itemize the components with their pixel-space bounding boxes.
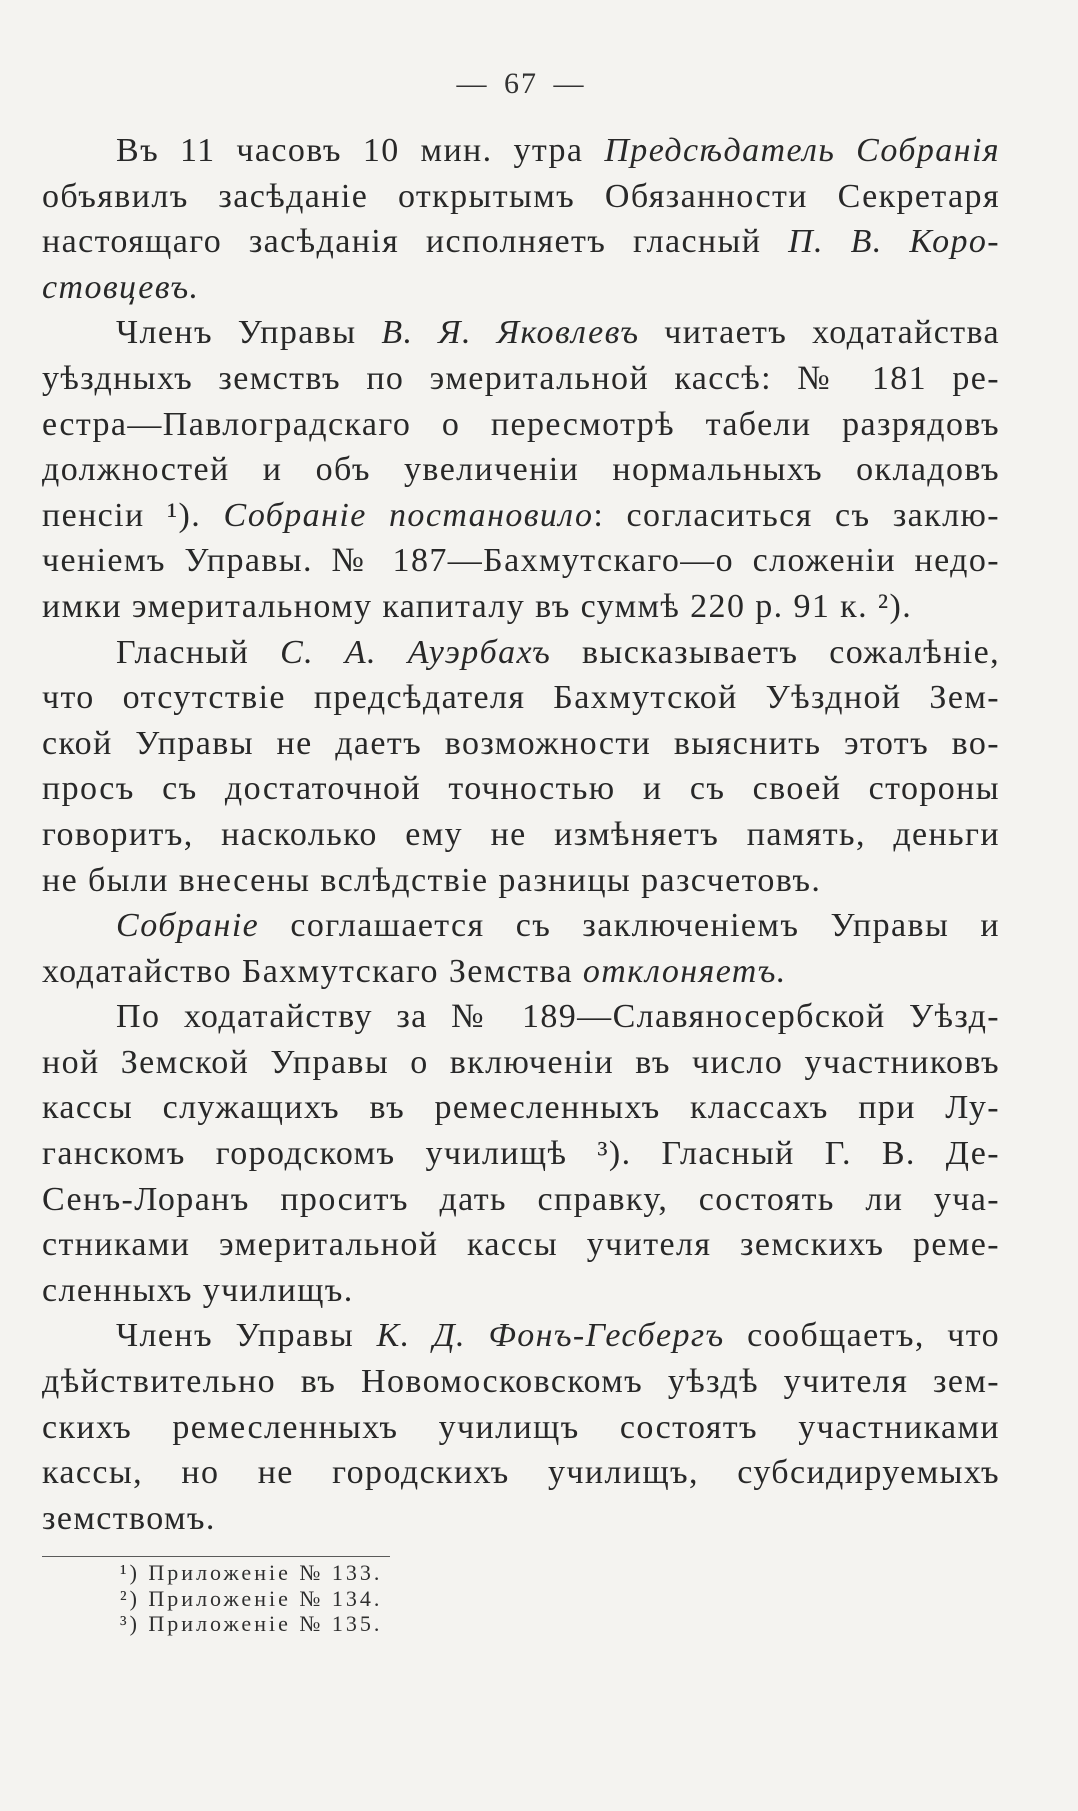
text-run: имки эмеритальному капиталу въ суммѣ 220 р. 91 к. ²). <box>42 587 913 625</box>
text-line <box>42 721 1000 767</box>
text-run: По ходатайству за № 189—Славяносербской Уѣзд- <box>116 998 1000 1036</box>
text-line <box>42 858 1000 904</box>
text-line <box>42 1313 1000 1359</box>
footnote: ²) Приложеніе № 134. <box>120 1585 383 1611</box>
text-run: не были внесены вслѣдствіе разницы разсчетовъ. <box>42 861 822 899</box>
text-run: ганскомъ городскомъ училищѣ ³). Гласный Г. В. Де- <box>42 1135 1000 1173</box>
text-line <box>42 1131 1000 1177</box>
text-line <box>42 310 1000 356</box>
text-line <box>42 1496 1000 1542</box>
text-line <box>42 903 1000 949</box>
text-line <box>42 402 1000 448</box>
text-line <box>42 1405 1000 1451</box>
italic-text: Предсѣдатель Собранія <box>604 132 1000 169</box>
paragraph <box>42 128 1000 310</box>
text-line <box>42 949 1000 995</box>
text-run: ской Управы не даетъ возможности выяснить этотъ во- <box>42 724 1000 762</box>
text-line <box>42 265 1000 311</box>
text-line <box>42 1177 1000 1223</box>
text-run: кассы служащихъ въ ремесленныхъ классахъ при Лу- <box>42 1089 1000 1127</box>
paragraph <box>42 1313 1000 1541</box>
text-run: сообщаетъ, что <box>724 1317 1000 1355</box>
text-run: соглашается съ заключеніемъ Управы и <box>259 907 1000 945</box>
text-line <box>42 675 1000 721</box>
text-run: Въ 11 часовъ 10 мин. утра <box>116 132 605 169</box>
text-run: : согласиться съ заклю- <box>593 496 1000 534</box>
text-run: Гласный <box>116 633 281 671</box>
text-run: читаетъ ходатайства <box>639 314 1000 352</box>
italic-text: отклоняетъ. <box>582 952 787 990</box>
text-line <box>42 766 1000 812</box>
text-line <box>42 128 1000 174</box>
text-line <box>42 812 1000 858</box>
text-line <box>42 1359 1000 1405</box>
text-line <box>42 1085 1000 1131</box>
text-line <box>42 630 1000 676</box>
text-run: просъ съ достаточной точностью и съ своей стороны <box>42 770 1000 808</box>
footnote: ³) Приложеніе № 135. <box>120 1611 383 1636</box>
text-run: ходатайство Бахмутскаго Земства <box>42 952 583 990</box>
italic-text: К. Д. Фонъ-Гесбергъ <box>376 1317 725 1355</box>
italic-text: С. А. Ауэрбахъ <box>280 633 552 671</box>
text-line <box>42 994 1000 1040</box>
text-line <box>42 447 1000 493</box>
text-run: что отсутствіе предсѣдателя Бахмутской Уѣздной Зем- <box>42 679 1000 717</box>
text-line <box>42 493 1000 539</box>
footnotes <box>120 1560 382 1637</box>
text-run: Членъ Управы <box>116 1317 377 1355</box>
italic-text: Собраніе постановило <box>223 496 594 534</box>
text-run: скихъ ремесленныхъ училищъ состоятъ участниками <box>42 1408 1000 1446</box>
body-text <box>42 128 1000 1541</box>
italic-text: Собраніе <box>116 907 260 945</box>
footnote-separator <box>42 1556 390 1557</box>
text-run: земствомъ. <box>42 1499 216 1537</box>
text-run: говоритъ, насколько ему не измѣняетъ память, деньги <box>42 815 1000 853</box>
text-run: сленныхъ училищъ. <box>42 1271 354 1309</box>
text-line <box>42 538 1000 584</box>
text-run: должностей и объ увеличеніи нормальныхъ окладовъ <box>42 451 1000 489</box>
paragraph <box>42 903 1000 994</box>
text-line <box>42 1040 1000 1086</box>
text-run: Членъ Управы <box>116 314 382 352</box>
text-run: ной Земской Управы о включеніи въ число участниковъ <box>42 1043 1000 1081</box>
italic-text: стовцевъ. <box>42 268 200 306</box>
text-run: ченіемъ Управы. № 187—Бахмутскаго—о сложеніи недо- <box>42 542 1000 580</box>
text-run: пенсіи ¹). <box>42 496 224 534</box>
text-line <box>42 174 1000 220</box>
text-run: естра—Павлоградскаго о пересмотрѣ табели разрядовъ <box>42 405 1000 443</box>
text-run: дѣйствительно въ Новомосковскомъ уѣздѣ учителя зем- <box>42 1363 1000 1401</box>
text-run: высказываетъ сожалѣніе, <box>551 633 1000 671</box>
page-number: — 67 — <box>456 67 586 100</box>
text-line <box>42 1268 1000 1314</box>
text-line <box>42 219 1000 265</box>
text-line <box>42 584 1000 630</box>
text-run: настоящаго засѣданія исполняетъ гласный <box>42 223 789 261</box>
text-run: кассы, но не городскихъ училищъ, субсидируемыхъ <box>42 1454 1000 1492</box>
paragraph <box>42 310 1000 629</box>
paragraph <box>42 994 1000 1313</box>
text-line <box>42 1450 1000 1496</box>
text-run: Сенъ-Лоранъ проситъ дать справку, состоять ли уча- <box>42 1180 1000 1218</box>
text-line <box>42 356 1000 402</box>
text-run: уѣздныхъ земствъ по эмеритальной кассѣ: № 181 ре- <box>42 359 1000 397</box>
text-run: стниками эмеритальной кассы учителя земскихъ реме- <box>42 1226 1000 1264</box>
footnote: ¹) Приложеніе № 133. <box>120 1560 383 1585</box>
paragraph <box>42 630 1000 904</box>
text-run: объявилъ засѣданіе открытымъ Обязанности Секретаря <box>42 177 1000 215</box>
italic-text: В. Я. Яковлевъ <box>381 314 640 352</box>
text-line <box>42 1222 1000 1268</box>
italic-text: П. В. Коро- <box>788 223 1001 261</box>
